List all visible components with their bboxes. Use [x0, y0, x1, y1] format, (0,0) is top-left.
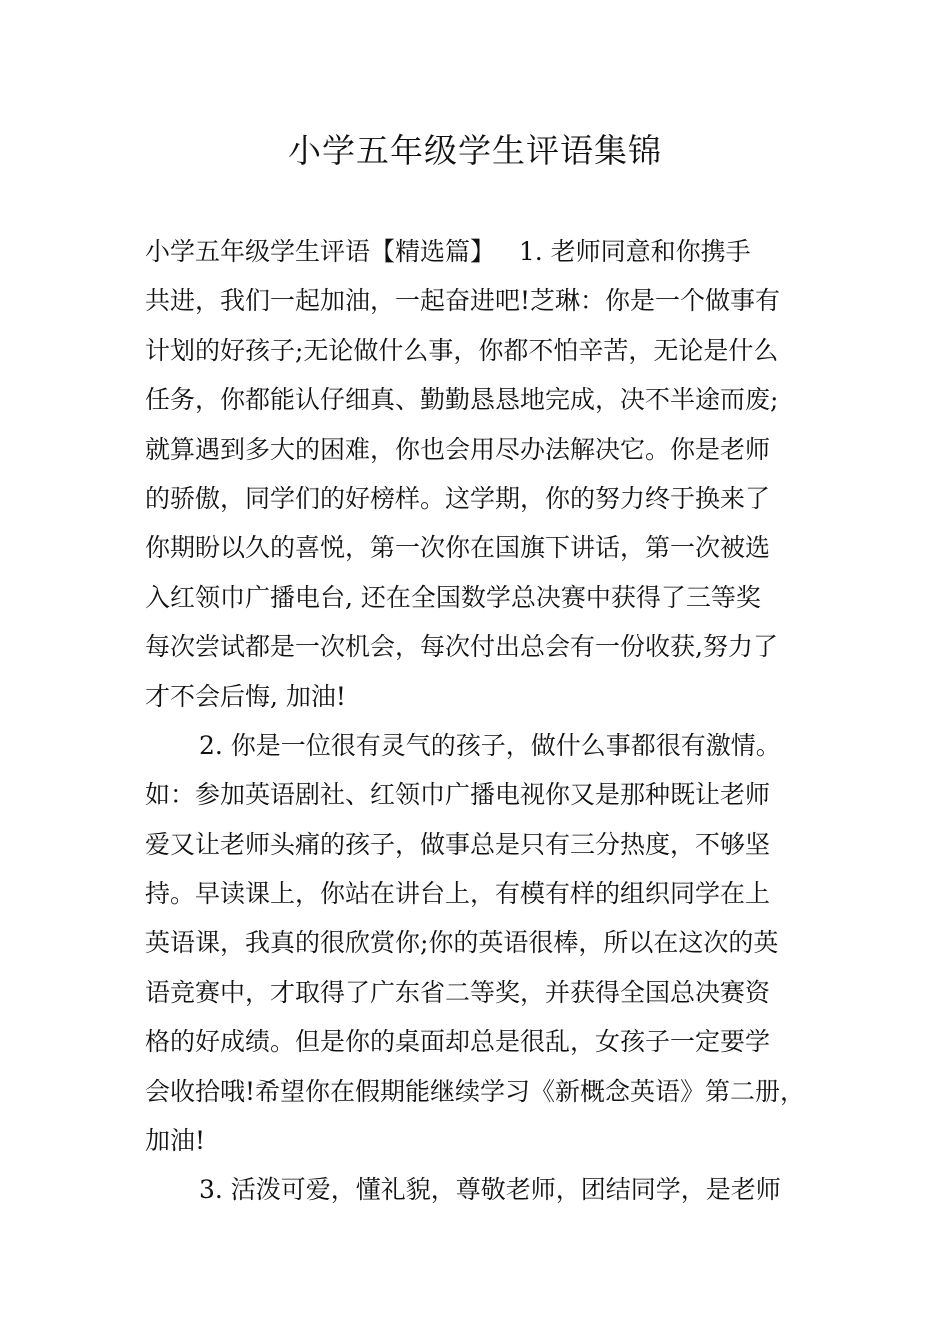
text-line: 格的好成绩。但是你的桌面却总是很乱，女孩子一定要学 [145, 1027, 771, 1057]
paragraph-start-line: 2. 你是一位很有灵气的孩子，做什么事都很有激情。 [199, 730, 781, 760]
text-line: 计划的好孩子;无论做什么事，你都不怕辛苦，无论是什么 [145, 335, 779, 365]
text-line: 语竞赛中，才取得了广东省二等奖，并获得全国总决赛资 [145, 977, 771, 1007]
text-line: 爱又让老师头痛的孩子，做事总是只有三分热度，不够坚 [145, 829, 771, 859]
text-line: 小学五年级学生评语【精选篇】 1. 老师同意和你携手 [145, 237, 751, 266]
text-line: 英语课，我真的很欣赏你;你的英语很棒，所以在这次的英 [145, 928, 779, 958]
text-line: 的骄傲，同学们的好榜样。这学期，你的努力终于换来了 [145, 483, 771, 513]
text-line: 会收拾哦!希望你在假期能继续学习《新概念英语》第二册， [145, 1076, 806, 1106]
text-line: 每次尝试都是一次机会，每次付出总会有一份收获,努力了 [145, 632, 778, 662]
text-line: 共进，我们一起加油，一起奋进吧!芝琳：你是一个做事有 [145, 286, 781, 316]
text-line: 持。早读课上，你站在讲台上，有模有样的组织同学在上 [145, 879, 771, 909]
document-body [145, 227, 815, 1215]
paragraph-start-line: 3. 活泼可爱，懂礼貌，尊敬老师，团结同学，是老师 [199, 1175, 781, 1205]
text-line: 任务，你都能认仔细真、勤勤恳恳地完成，决不半途而废; [145, 385, 779, 415]
text-line: 加油! [145, 1126, 206, 1156]
text-line: 才不会后悔, 加油! [145, 681, 346, 711]
text-line: 你期盼以久的喜悦，第一次你在国旗下讲话，第一次被选 [145, 533, 771, 563]
document-title: 小学五年级学生评语集锦 [288, 131, 662, 170]
text-line: 如：参加英语剧社、红领巾广播电视你又是那种既让老师 [145, 780, 771, 810]
text-line: 就算遇到多大的困难，你也会用尽办法解决它。你是老师 [145, 434, 771, 464]
text-line: 入红领巾广播电台, 还在全国数学总决赛中获得了三等奖 [145, 582, 761, 612]
